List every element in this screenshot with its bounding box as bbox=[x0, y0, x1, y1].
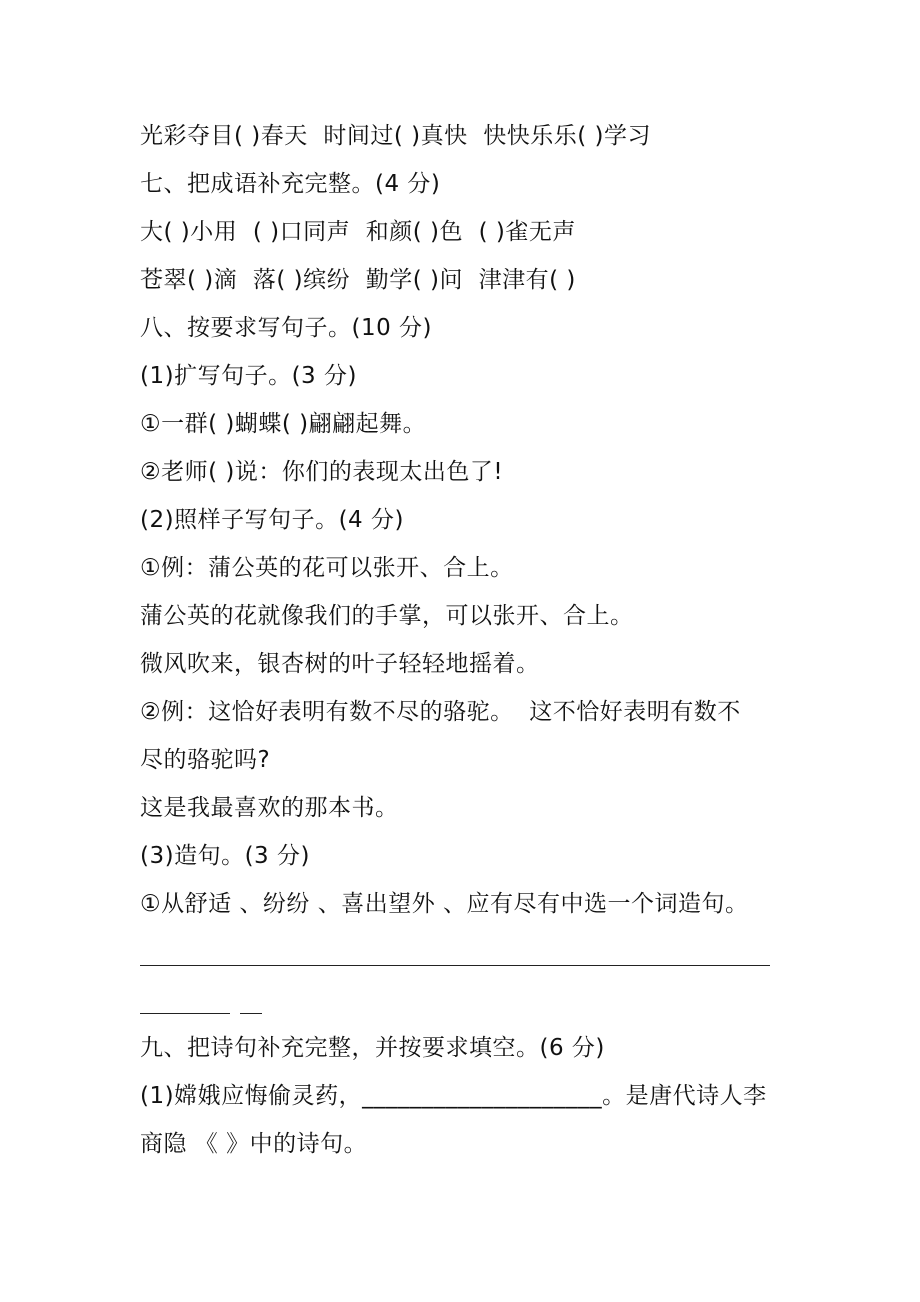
fill-blank-phrases: 光彩夺目( )春天 时间过( )真快 快快乐乐( )学习 bbox=[140, 123, 652, 149]
imitate-task-2: 这是我最喜欢的那本书。 bbox=[140, 795, 399, 821]
expand-sentence-2: ②老师( )说：你们的表现太出色了! bbox=[140, 459, 504, 485]
answer-line[interactable] bbox=[140, 928, 820, 976]
section-7-heading: 七、把成语补充完整。(4 分) bbox=[140, 171, 441, 197]
expand-sentence-1: ①一群( )蝴蝶( )翩翩起舞。 bbox=[140, 411, 427, 437]
answer-line-stroke-tail bbox=[240, 1013, 262, 1014]
idiom-row-2: 苍翠( )滴 落( )缤纷 勤学( )问 津津有( ) bbox=[140, 267, 576, 293]
subsection-expand-heading: (1)扩写句子。(3 分) bbox=[140, 363, 357, 389]
make-sentence-prompt: ①从舒适 、纷纷 、喜出望外 、应有尽有中选一个词造句。 bbox=[140, 891, 749, 917]
imitate-example-2-cont: 尽的骆驼吗? bbox=[140, 747, 271, 773]
answer-line-continued[interactable] bbox=[140, 976, 820, 1024]
imitate-task-1: 微风吹来，银杏树的叶子轻轻地摇着。 bbox=[140, 651, 540, 677]
section-9-heading: 九、把诗句补充完整，并按要求填空。(6 分) bbox=[140, 1035, 605, 1061]
worksheet-page bbox=[140, 112, 820, 1168]
imitate-example-2: ②例：这恰好表明有数不尽的骆驼。 这不恰好表明有数不 bbox=[140, 699, 741, 725]
subsection-make-sentence-heading: (3)造句。(3 分) bbox=[140, 843, 310, 869]
subsection-imitate-heading: (2)照样子写句子。(4 分) bbox=[140, 507, 404, 533]
idiom-row-1: 大( )小用 ( )口同声 和颜( )色 ( )雀无声 bbox=[140, 219, 576, 245]
poem-question-1-cont: 商隐 《 》中的诗句。 bbox=[140, 1131, 368, 1157]
answer-line-stroke-short bbox=[140, 1013, 230, 1014]
imitate-example-1: ①例：蒲公英的花可以张开、合上。 bbox=[140, 555, 514, 581]
answer-line-stroke bbox=[140, 965, 770, 966]
section-8-heading: 八、按要求写句子。(10 分) bbox=[140, 315, 433, 341]
imitate-example-1-answer: 蒲公英的花就像我们的手掌，可以张开、合上。 bbox=[140, 603, 634, 629]
poem-question-1: (1)嫦娥应悔偷灵药，____________________。是唐代诗人李 bbox=[140, 1083, 767, 1109]
